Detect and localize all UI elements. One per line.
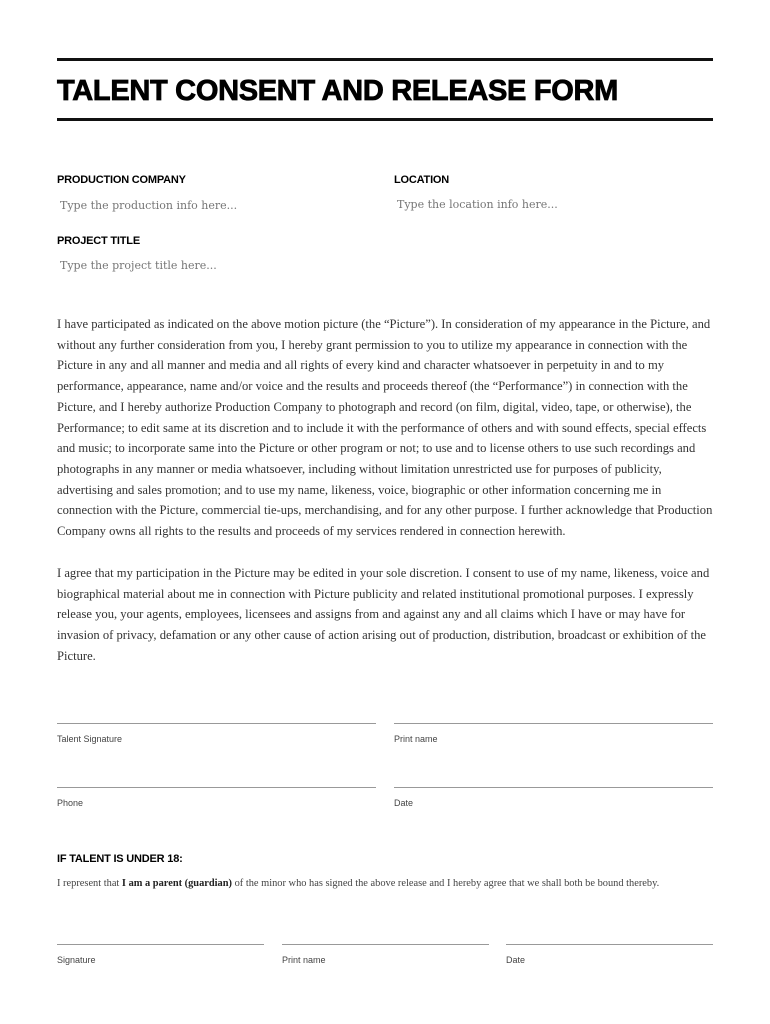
minor-section-heading: IF TALENT IS UNDER 18: — [57, 853, 183, 865]
guardian-signature-line[interactable] — [57, 944, 264, 945]
title-bottom-rule — [57, 118, 713, 121]
print-name-line[interactable] — [394, 723, 713, 724]
guardian-print-name-label: Print name — [282, 955, 326, 965]
guardian-date-label: Date — [506, 955, 526, 965]
talent-signature-line[interactable] — [57, 723, 376, 724]
guardian-date-line[interactable] — [506, 944, 713, 945]
consent-paragraph: I agree that my participation in the Picture may be edited in your sole discretion. I consent to use of my name, likeness, voice and biographical material about me in connection with Picture publicity and related institutional promotional purposes. I expressly release you, your agents, employees, licensees and assigns from and against any and all claims which I have or may have for invasion of privacy, defamation or any other cause of action arising out of production, distribution, broadcast or exhibition of the Picture. — [57, 566, 710, 663]
guardian-statement-end: of the minor who has signed the above release and I hereby agree that we shall both be bound thereby. — [232, 878, 660, 889]
title-top-rule — [57, 58, 713, 61]
phone-line[interactable] — [57, 787, 376, 788]
release-paragraph: I have participated as indicated on the above motion picture (the “Picture”). In consideration of my appearance in the Picture, and without any further consideration from you, I hereby grant permission to you to utilize my appearance in connection with the Picture in any and all manner and media and all rights of every kind and character whatsoever in perpetuity in and to my performance, appearance, name and/or voice and the results and proceeds thereof (the “Performance”) in connection with the Picture, and I hereby authorize Production Company to photograph and record (on film, digital, video, tape, or otherwise), the Performance; to edit same at its discretion and to include it with the performance of others and with sound effects, special effects and music; to incorporate same into the Picture or other program or not; to use and to license others to use such recordings and photographs in any manner or media whatsoever, including without limitation unrestricted use for purposes of publicity, advertising and sales promotion; and to use my name, likeness, voice, biographic or other information concerning me in connection with the Picture, commercial tie-ups, merchandising, and for any other purpose. I further acknowledge that Production Company owns all rights to the results and proceeds of my services rendered in connection herewith. — [57, 317, 713, 539]
production-company-input[interactable] — [60, 199, 360, 212]
talent-signature-label: Talent Signature — [57, 734, 123, 744]
guardian-signature-label: Signature — [57, 955, 96, 965]
phone-label: Phone — [57, 798, 84, 808]
guardian-print-name-line[interactable] — [282, 944, 489, 945]
project-title-label: PROJECT TITLE — [57, 235, 140, 247]
project-title-input[interactable] — [60, 259, 360, 272]
form-page — [57, 0, 713, 1024]
location-input[interactable] — [397, 198, 697, 211]
guardian-statement-emphasis: I am a parent (guardian) — [121, 878, 232, 889]
print-name-label: Print name — [394, 734, 438, 744]
production-company-label: PRODUCTION COMPANY — [57, 174, 186, 186]
date-label: Date — [394, 798, 414, 808]
date-line[interactable] — [394, 787, 713, 788]
guardian-statement — [57, 878, 737, 889]
guardian-statement-start: I represent that — [57, 878, 122, 889]
form-title: TALENT CONSENT AND RELEASE FORM — [57, 75, 619, 107]
location-label: LOCATION — [394, 174, 450, 186]
